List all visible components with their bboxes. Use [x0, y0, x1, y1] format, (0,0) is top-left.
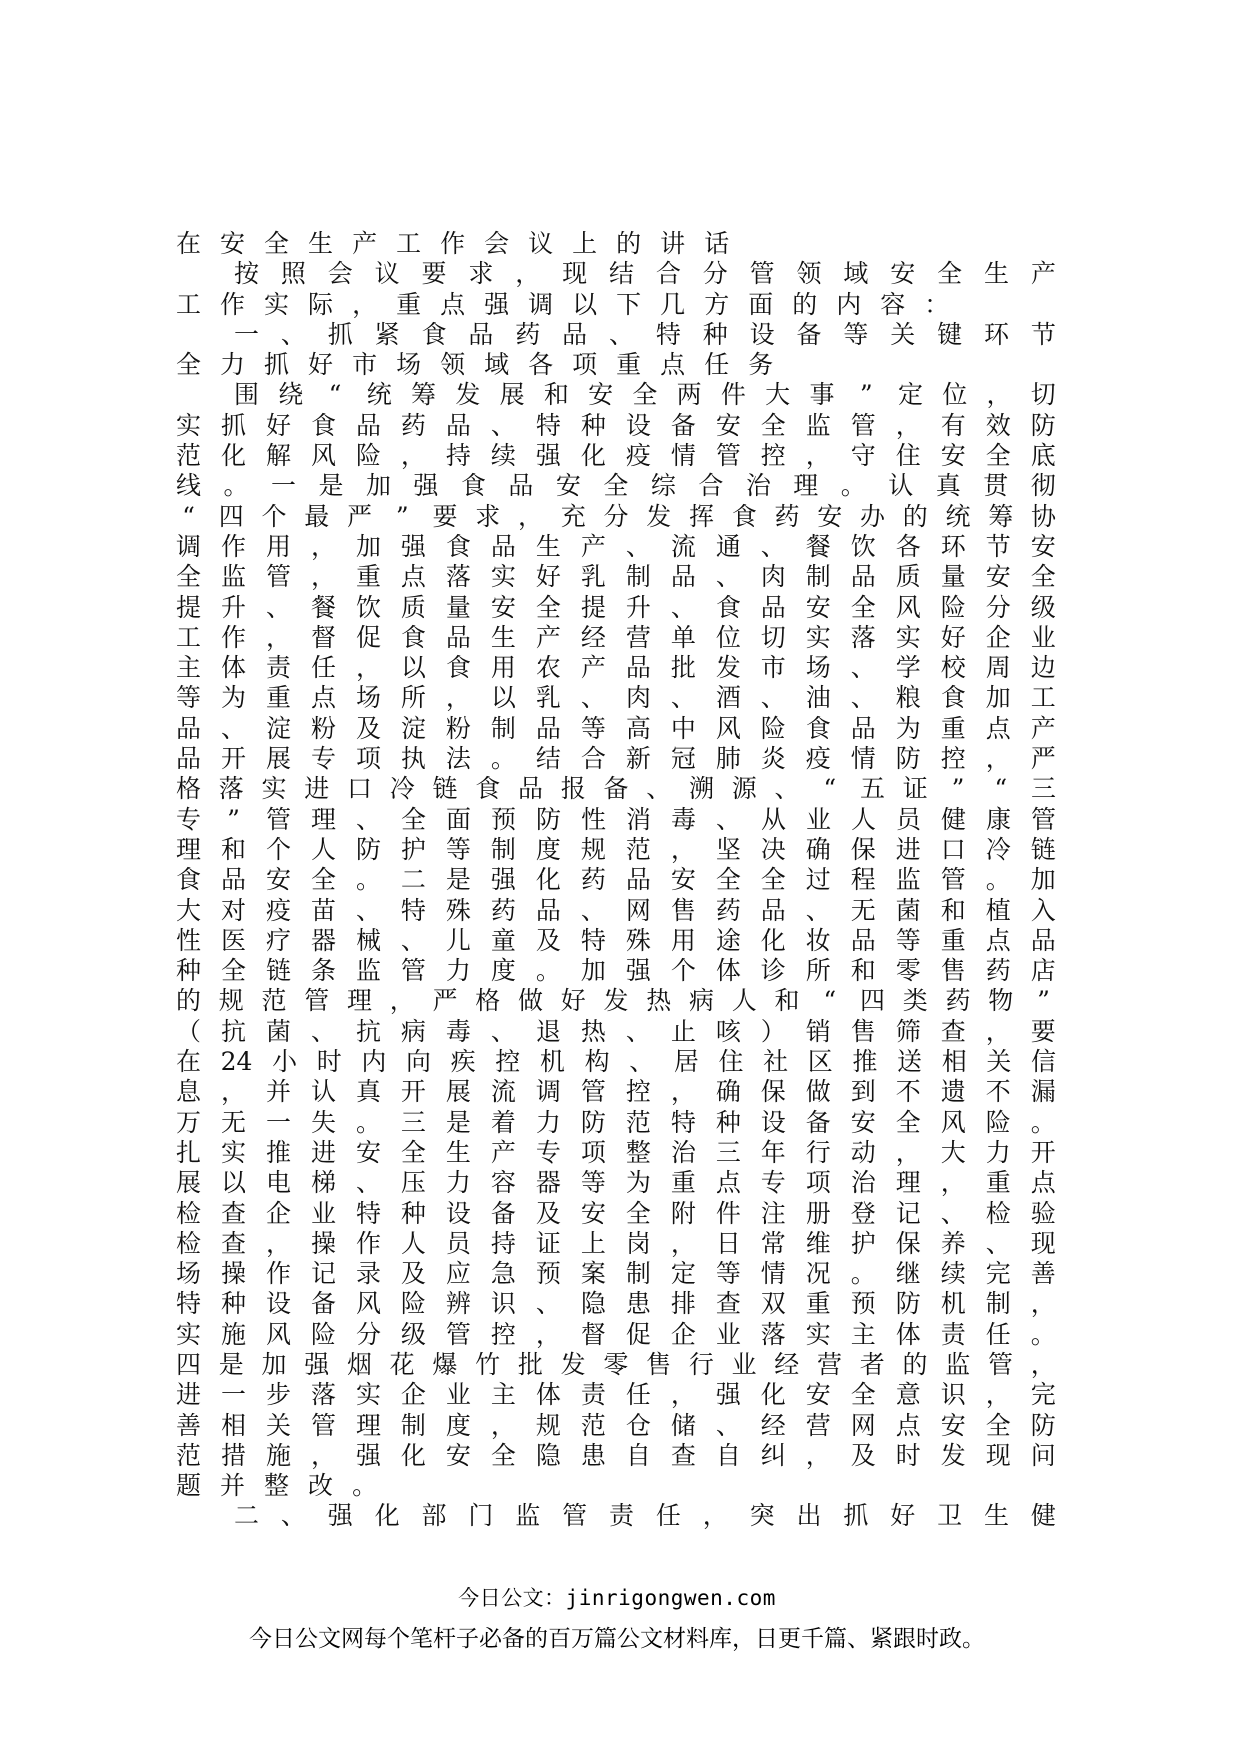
text-line: 工 作 实 际 ， 重 点 强 调 以 下 几 方 面 的 内 容 ： — [176, 289, 950, 319]
text-line: 品 、 淀 粉 及 淀 粉 制 品 等 高 中 风 险 食 品 为 重 点 产 — [176, 713, 1056, 743]
text-line: 格 落 实 进 口 冷 链 食 品 报 备 、 溯 源 、 “ 五 证 ” “ 三 — [176, 774, 1056, 804]
text-line: 场 操 作 记 录 及 应 急 预 案 制 定 等 情 况 。 继 续 完 善 — [176, 1259, 1056, 1289]
text-line: 大 对 疫 苗 、 特 殊 药 品 、 网 售 药 品 、 无 菌 和 植 入 — [176, 895, 1056, 925]
text-line: 检 查 企 业 特 种 设 备 及 安 全 附 件 注 册 登 记 、 检 验 — [176, 1198, 1056, 1228]
text-line: 万 无 一 失 。 三 是 着 力 防 范 特 种 设 备 安 全 风 险 。 — [176, 1107, 1056, 1137]
text-line: 特 种 设 备 风 险 辨 识 、 隐 患 排 查 双 重 预 防 机 制 ， — [176, 1289, 1056, 1319]
text-line: 工 作 ， 督 促 食 品 生 产 经 营 单 位 切 实 落 实 好 企 业 — [176, 622, 1056, 652]
text-line: 实 施 风 险 分 级 管 控 ， 督 促 企 业 落 实 主 体 责 任 。 — [176, 1319, 1056, 1349]
text-line: 性 医 疗 器 械 、 儿 童 及 特 殊 用 途 化 妆 品 等 重 点 品 — [176, 925, 1056, 955]
text-line: 全 力 抓 好 市 场 领 域 各 项 重 点 任 务 — [176, 350, 774, 380]
text-line: 在 24 小 时 内 向 疾 控 机 构 、 居 住 社 区 推 送 相 关 信 — [176, 1047, 1056, 1077]
text-line: 扎 实 推 进 安 全 生 产 专 项 整 治 三 年 行 动 ， 大 力 开 — [176, 1137, 1056, 1167]
text-line: 四 是 加 强 烟 花 爆 竹 批 发 零 售 行 业 经 营 者 的 监 管 ， — [176, 1349, 1056, 1379]
text-line: 在 安 全 生 产 工 作 会 议 上 的 讲 话 — [176, 229, 730, 258]
document-body — [176, 229, 1056, 1532]
text-line: 全 监 管 ， 重 点 落 实 好 乳 制 品 、 肉 制 品 质 量 安 全 — [176, 562, 1056, 592]
text-line: 善 相 关 管 理 制 度 ， 规 范 仓 储 、 经 营 网 点 安 全 防 — [176, 1410, 1056, 1440]
text-line: 提 升 、 餐 饮 质 量 安 全 提 升 、 食 品 安 全 风 险 分 级 — [176, 592, 1056, 622]
text-line: 食 品 安 全 。 二 是 强 化 药 品 安 全 全 过 程 监 管 。 加 — [176, 865, 1056, 895]
text-line: 等 为 重 点 场 所 ， 以 乳 、 肉 、 酒 、 油 、 粮 食 加 工 — [176, 683, 1056, 713]
text-line: 专 ” 管 理 、 全 面 预 防 性 消 毒 、 从 业 人 员 健 康 管 — [176, 804, 1056, 834]
text-line: 范 化 解 风 险 ， 持 续 强 化 疫 情 管 控 ， 守 住 安 全 底 — [176, 441, 1056, 471]
text-line: 范 措 施 ， 强 化 安 全 隐 患 自 查 自 纠 ， 及 时 发 现 问 — [176, 1440, 1056, 1470]
text-line: 题 并 整 改 。 — [176, 1471, 378, 1501]
text-line: （ 抗 菌 、 抗 病 毒 、 退 热 、 止 咳 ） 销 售 筛 查 ， 要 — [176, 1016, 1056, 1046]
text-line: 一 、 抓 紧 食 品 药 品 、 特 种 设 备 等 关 键 环 节 — [234, 319, 1056, 349]
text-line: 的 规 范 管 理 ， 严 格 做 好 发 热 病 人 和 “ 四 类 药 物 ” — [176, 986, 1050, 1016]
text-line: 进 一 步 落 实 企 业 主 体 责 任 ， 强 化 安 全 意 识 ， 完 — [176, 1380, 1056, 1410]
text-line: “ 四 个 最 严 ” 要 求 ， 充 分 发 挥 食 药 安 办 的 统 筹 协 — [182, 501, 1056, 531]
text-line: 理 和 个 人 防 护 等 制 度 规 范 ， 坚 决 确 保 进 口 冷 链 — [176, 834, 1056, 864]
text-line: 调 作 用 ， 加 强 食 品 生 产 、 流 通 、 餐 饮 各 环 节 安 — [176, 531, 1056, 561]
text-line: 线 。 一 是 加 强 食 品 安 全 综 合 治 理 。 认 真 贯 彻 — [176, 471, 1056, 501]
text-line: 展 以 电 梯 、 压 力 容 器 等 为 重 点 专 项 治 理 ， 重 点 — [176, 1168, 1056, 1198]
text-line: 种 全 链 条 监 管 力 度 。 加 强 个 体 诊 所 和 零 售 药 店 — [176, 956, 1056, 986]
text-line: 品 开 展 专 项 执 法 。 结 合 新 冠 肺 炎 疫 情 防 控 ， 严 — [176, 744, 1056, 774]
text-line: 检 查 ， 操 作 人 员 持 证 上 岗 ， 日 常 维 护 保 养 、 现 — [176, 1228, 1056, 1258]
footer-site-line — [0, 1582, 1234, 1612]
text-line: 实 抓 好 食 品 药 品 、 特 种 设 备 安 全 监 管 ， 有 效 防 — [176, 410, 1056, 440]
footer-slogan: 今日公文网每个笔杆子必备的百万篇公文材料库，日更千篇、紧跟时政。 — [249, 1626, 985, 1652]
text-line: 按 照 会 议 要 求 ， 现 结 合 分 管 领 域 安 全 生 产 — [234, 259, 1056, 289]
text-line: 息 ， 并 认 真 开 展 流 调 管 控 ， 确 保 做 到 不 遗 不 漏 — [176, 1077, 1056, 1107]
footer-site-url[interactable]: jinrigongwen.com — [565, 1586, 776, 1610]
text-line: 围 绕 “ 统 筹 发 展 和 安 全 两 件 大 事 ” 定 位 ， 切 — [234, 380, 1056, 410]
text-line: 二 、 强 化 部 门 监 管 责 任 ， 突 出 抓 好 卫 生 健 — [234, 1501, 1056, 1531]
footer-site-label: 今日公文： — [458, 1586, 566, 1610]
text-line: 主 体 责 任 ， 以 食 用 农 产 品 批 发 市 场 、 学 校 周 边 — [176, 653, 1056, 683]
